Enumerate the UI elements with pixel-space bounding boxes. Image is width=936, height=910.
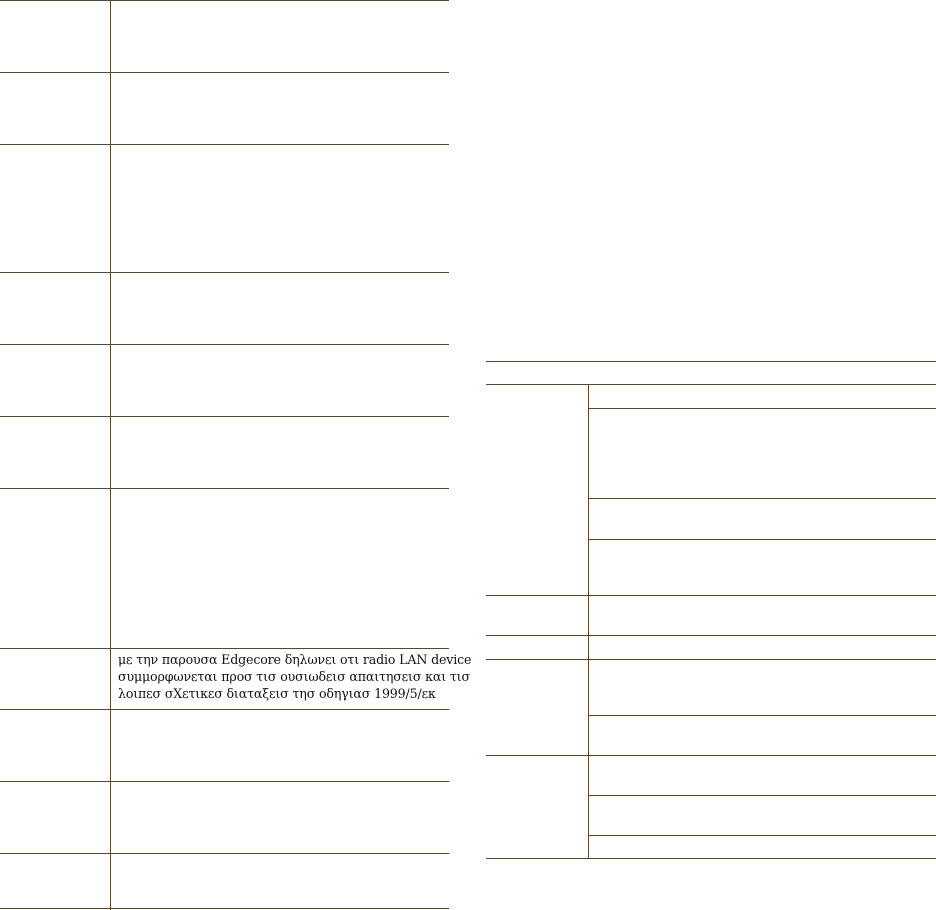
- left-table-top-border: [0, 0, 449, 1]
- right-table-row-divider: [486, 659, 936, 660]
- right-table-subrow-divider: [589, 835, 936, 836]
- left-table-row-divider: [0, 272, 449, 273]
- left-table-row-divider: [0, 416, 449, 417]
- right-table-row-divider: [486, 635, 936, 636]
- right-table-column-divider: [588, 385, 589, 858]
- right-table-bottom-border: [486, 858, 936, 859]
- right-table-subrow-divider: [589, 795, 936, 796]
- declaration-text: [118, 651, 472, 702]
- right-table-subrow-divider: [589, 408, 936, 409]
- right-table-header-divider: [486, 384, 936, 385]
- left-table-bottom-border: [0, 908, 449, 909]
- declaration-line-3: λοιπεσ σΧετικεσ διαταξεισ τησ οδηγιασ 1999/5/εκ: [118, 686, 436, 701]
- left-table-row-divider: [0, 344, 449, 345]
- right-table-subrow-divider: [589, 539, 936, 540]
- right-table-subrow-divider: [589, 715, 936, 716]
- left-table-row-divider: [0, 781, 449, 782]
- right-table-row-divider: [486, 755, 936, 756]
- right-table-subrow-divider: [589, 498, 936, 499]
- declaration-line-2: συμμορφωνεται προσ τισ ουσιωδεισ απαιτησεισ και τισ: [118, 669, 470, 684]
- left-table-row-divider: [0, 488, 449, 489]
- left-table-row-divider: [0, 648, 449, 649]
- right-table-top-border: [486, 361, 936, 362]
- left-table-row-divider: [0, 853, 449, 854]
- left-table-row-divider: [0, 72, 449, 73]
- declaration-line-1: με την παρουσα Edgecore δηλωνει οτι radio LAN device: [118, 652, 472, 667]
- left-table-row-divider: [0, 144, 449, 145]
- right-table-row-divider: [486, 595, 936, 596]
- left-table-row-divider: [0, 709, 449, 710]
- left-table-column-divider: [110, 0, 111, 910]
